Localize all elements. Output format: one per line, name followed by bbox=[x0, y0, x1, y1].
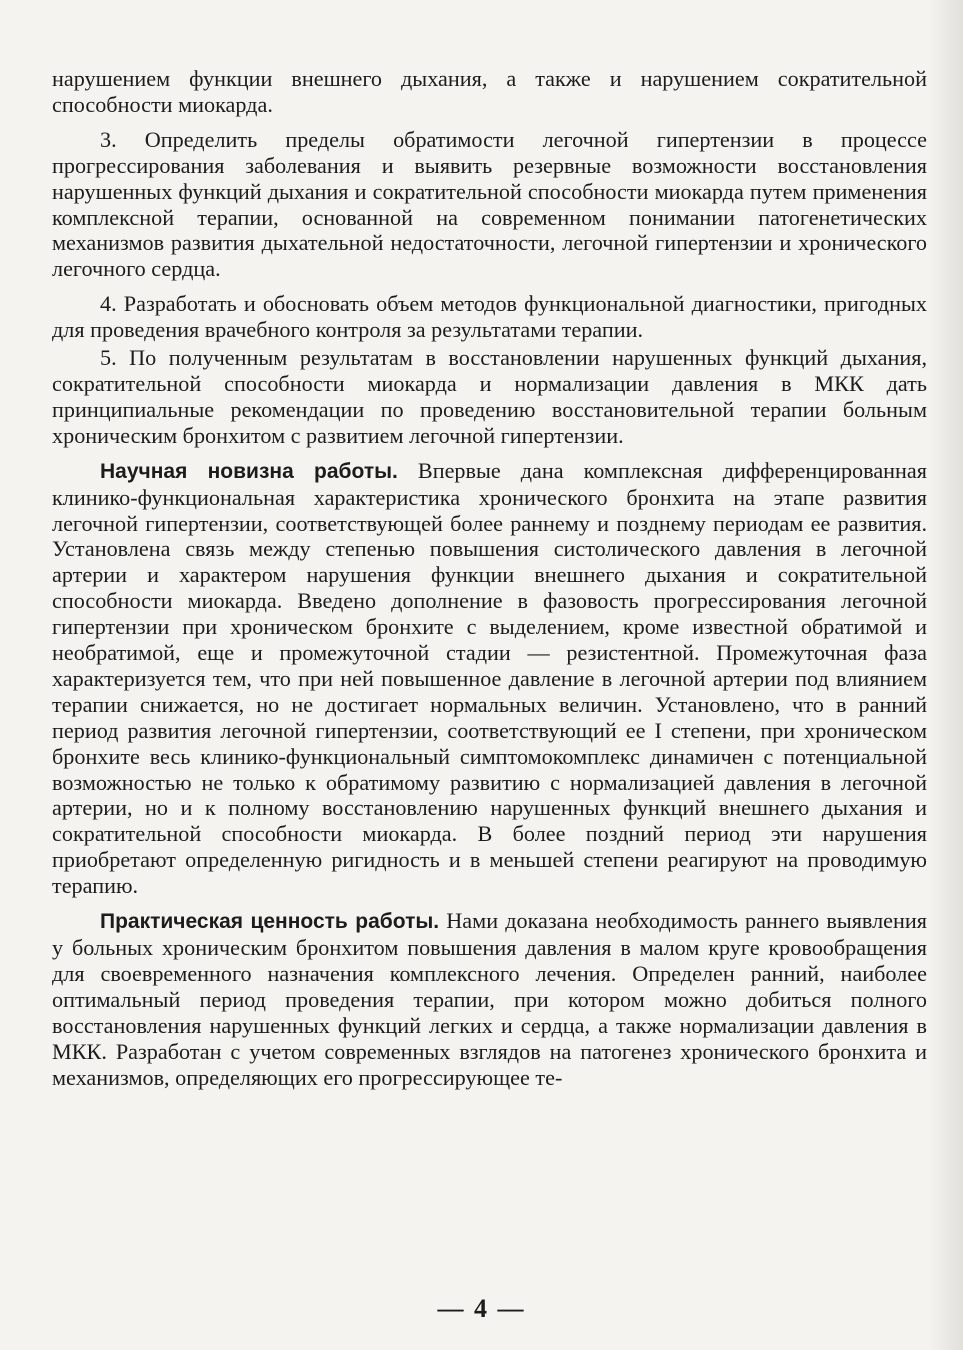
novelty-heading: Научная новизна работы. bbox=[100, 459, 398, 483]
page-edge-shadow bbox=[929, 0, 963, 1350]
page-number: — 4 — bbox=[437, 1294, 526, 1323]
paragraph-novelty bbox=[52, 458, 927, 899]
paragraph-item-3: 3. Определить пределы обратимости легочной гипертензии в процессе прогрессирования заболевания и выявить резервные возможности восстановления нарушенных функций дыхания и сократительной способности миокарда путем применения комплексной терапии, основанной на современном понимании патогенетических механизмов развития дыхательной недостаточности, легочной гипертензии и хронического легочного сердца. bbox=[52, 126, 927, 282]
novelty-text: Впервые дана комплексная дифференцированная клинико-функциональная характеристика хронического бронхита на этапе развития легочной гипертензии, соответствующей более раннему и позднему периодам ее развития. Установлена связь между степенью повышения систолического давления в легочной артерии и характером нарушения функции внешнего дыхания и сократительной способности миокарда. Введено дополнение в фазовость прогрессирования легочной гипертензии при хроническом бронхите с выделением, кроме известной обратимой и необратимой, еще и промежуточной стадии — резистентной. Промежуточная фаза характеризуется тем, что при ней повышенное давление в легочной артерии под влиянием терапии снижается, но не достигает нормальных величин. Установлено, что в ранний период развития легочной гипертензии, соответствующий ее I степени, при хроническом бронхите весь клинико-функциональный симптомокомплекс динамичен с потенциальной возможностью не только к обратимому развитию с нормализацией давления в легочной артерии, но и к полному восстановлению нарушенных функций внешнего дыхания и сократительной способности миокарда. В более поздний период эти нарушения приобретают определенную ригидность и в меньшей степени реагируют на проводимую терапию. bbox=[52, 457, 927, 899]
paragraph-item-4: 4. Разработать и обосновать объем методов функциональной диагностики, пригодных для проведения врачебного контроля за результатами терапии. bbox=[52, 291, 927, 343]
paragraph-intro: нарушением функции внешнего дыхания, а также и нарушением сократительной способности миокарда. bbox=[52, 66, 927, 117]
practical-heading: Практическая ценность работы. bbox=[100, 910, 440, 934]
paragraph-item-5: 5. По полученным результатам в восстановлении нарушенных функций дыхания, сократительной способности миокарда и нормализации давления в МКК дать принципиальные рекомендации по проведению восстановительной терапии больным хроническим бронхитом с развитием легочной гипертензии. bbox=[52, 345, 927, 448]
paragraph-practical bbox=[52, 908, 927, 1090]
practical-text: Нами доказана необходимость раннего выявления у больных хроническим бронхитом повышения давления в малом круге кровообращения для своевременного назначения комплексного лечения. Определен ранний, наиболее оптимальный период проведения терапии, при котором можно добиться полного восстановления нарушенных функций легких и сердца, а также нормализации давления в МКК. Разработан с учетом современных взглядов на патогенез хронического бронхита и механизмов, определяющих его прогрессирующее те- bbox=[52, 908, 927, 1090]
